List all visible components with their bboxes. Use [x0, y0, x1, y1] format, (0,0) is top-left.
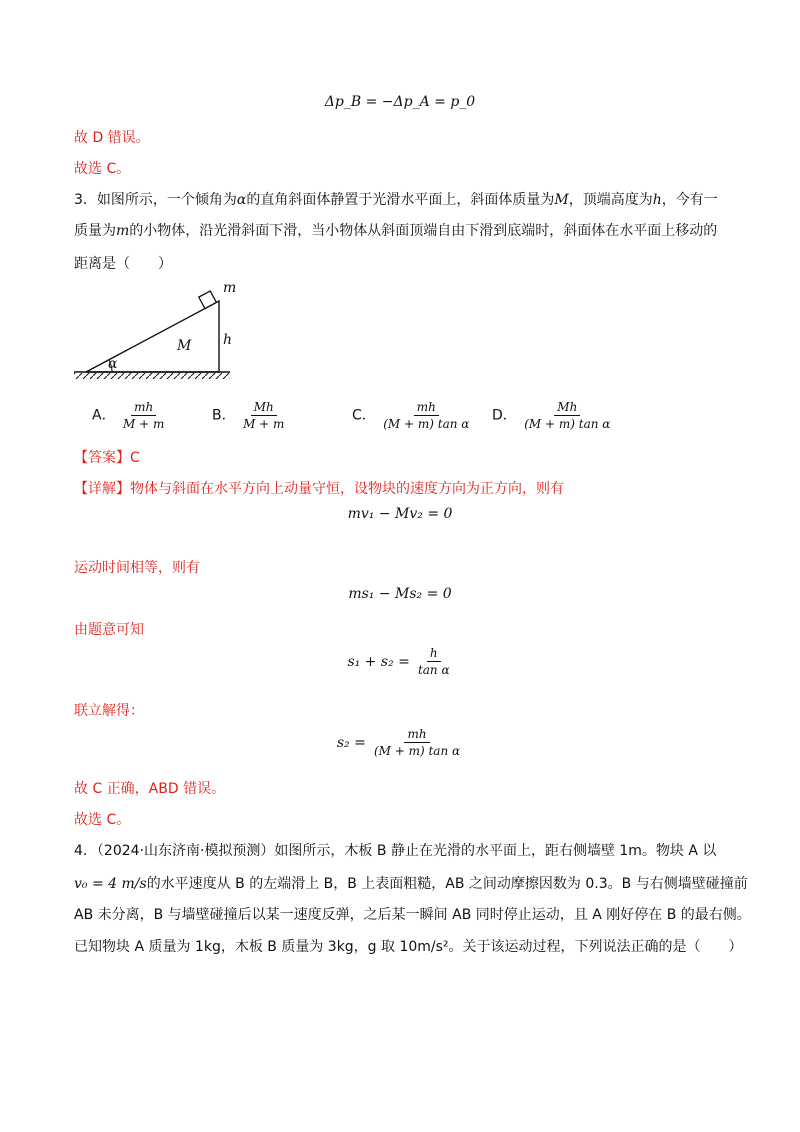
- q3-line-1: [74, 190, 718, 210]
- detail-text: 物体与斜面在水平方向上动量守恒，设物块的速度方向为正方向，则有: [130, 481, 564, 497]
- option-b-label: B．: [212, 407, 236, 424]
- equation-4-left: s₂ =: [336, 735, 366, 751]
- q3-text: 的小物体，沿光滑斜面下滑，当小物体从斜面顶端自由下滑到底端时，斜面体在水平面上移动的: [129, 223, 718, 239]
- solve-line: 联立解得：: [74, 703, 144, 719]
- q4-v0: v₀ = 4 m/s: [74, 876, 147, 892]
- q3-M: M: [554, 192, 569, 208]
- equation-3-fraction: $\frac{h}{\text{tan α}}$: [417, 646, 450, 677]
- q3-text: 3．如图所示，一个倾角为: [74, 192, 237, 208]
- option-d[interactable]: [492, 400, 613, 431]
- d-wrong-line: 故 D 错误。: [74, 130, 150, 146]
- known-line: 由题意可知: [74, 622, 144, 638]
- option-c-fraction: $\frac{mh}{\text{(M + m) tan α}}$: [383, 400, 470, 431]
- small-block: [199, 291, 217, 309]
- c-correct-line: 故 C 正确，ABD 错误。: [74, 781, 226, 797]
- equation-1: mv₁ − Mv₂ = 0: [347, 506, 453, 522]
- option-c[interactable]: [352, 400, 472, 431]
- label-h: h: [223, 332, 233, 348]
- q3-m: m: [116, 223, 130, 239]
- option-a[interactable]: [92, 400, 167, 431]
- option-d-fraction: $\frac{Mh}{\text{(M + m) tan α}}$: [524, 400, 611, 431]
- q4-line-3: AB 未分离，B 与墙壁碰撞后以某一速度反弹，之后某一瞬间 AB 同时停止运动，且 A 刚好停在 B 的最右侧。: [74, 907, 751, 923]
- detail-line: [74, 479, 564, 499]
- incline-figure: [72, 278, 242, 384]
- q3-text: ，顶端高度为: [568, 192, 653, 208]
- q3-line-3: 距离是（ ）: [74, 256, 172, 272]
- q3-text: 质量为: [74, 223, 116, 239]
- top-equation: Δp_B = −Δp_A = p_0: [324, 94, 476, 110]
- equation-2: ms₁ − Ms₂ = 0: [348, 586, 452, 602]
- label-alpha: α: [108, 356, 118, 372]
- option-b-fraction: $\frac{Mh}{M + m}$: [243, 400, 285, 431]
- label-M: M: [177, 338, 192, 354]
- answer-label: 【答案】C: [74, 450, 140, 466]
- q4-line-4: 已知物块 A 质量为 1kg，木板 B 质量为 3kg，g 取 10m/s²。关于该运动过程，下列说法正确的是（ ）: [74, 939, 743, 955]
- q4-line-2: [74, 874, 748, 894]
- q3-text: ，今有一: [661, 192, 718, 208]
- q4-text: 的水平速度从 B 的左端滑上 B，B 上表面粗糙，AB 之间动摩擦因数为 0.3。B 与右侧墙壁碰撞前: [146, 876, 748, 892]
- option-b[interactable]: [212, 400, 287, 431]
- option-d-label: D．: [492, 407, 517, 424]
- q4-line-1: 4．（2024·山东济南·模拟预测）如图所示，木板 B 静止在光滑的水平面上，距右侧墙壁 1m。物块 A 以: [74, 843, 717, 859]
- detail-label: 【详解】: [74, 481, 130, 497]
- choose-c-line: 故选 C。: [74, 161, 131, 177]
- equation-4-fraction: $\frac{mh}{\text{(M + m) tan α}}$: [373, 727, 461, 758]
- option-c-label: C．: [352, 407, 376, 424]
- ground-hatch: [74, 373, 230, 379]
- equation-3: [0, 646, 800, 677]
- equation-3-left: s₁ + s₂ =: [347, 654, 410, 670]
- option-a-fraction: $\frac{mh}{M + m}$: [123, 400, 165, 431]
- choose-c-line-2: 故选 C。: [74, 812, 131, 828]
- option-a-label: A．: [92, 407, 116, 424]
- q3-line-2: [74, 221, 717, 241]
- equation-4: [0, 727, 800, 758]
- q3-h: h: [652, 192, 662, 208]
- q3-alpha: α: [236, 192, 247, 208]
- q3-text: 的直角斜面体静置于光滑水平面上，斜面体质量为: [246, 192, 555, 208]
- label-m: m: [223, 280, 237, 296]
- time-line: 运动时间相等，则有: [74, 560, 200, 576]
- incline-triangle: [86, 301, 219, 372]
